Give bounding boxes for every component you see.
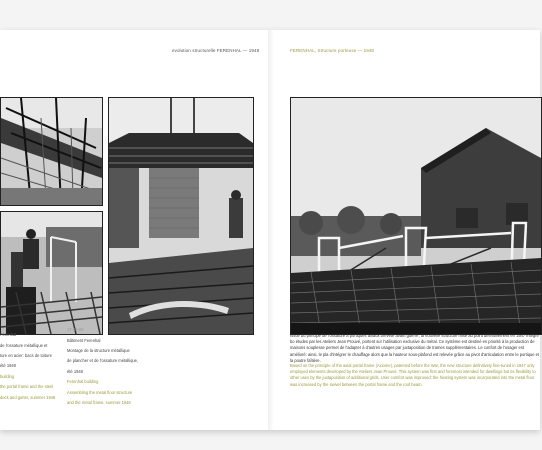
caption-left-en-line-3: deck and gutter, summer 1948 [0,394,56,400]
caption-left [0,327,60,405]
photo-metal-structure-deck [108,97,254,335]
body-text [290,333,540,393]
running-header-left: evolution structurelle FERENHAL — 1948 [172,48,260,53]
structure-icon [109,98,253,334]
running-header-right: FERENHAL, Structure porteuse — 1948 [290,48,375,53]
caption-left-en-line-2: the portal frame and the steel [0,384,54,390]
book-gutter [268,30,274,430]
body-paragraph-en: Based on the principle of the axial portal frame (Axiome), patented before the War, the new structure definitively fine-tuned in 1947 only employed elements developed by the Ateliers Jean Prouvé. This system was first and foremost intended for dwellings but its flexibility to other uses by the juxtaposition of additional grids. User comfort was improved: the heating system was incorporated into the metal floor was increased by the swivel between the portal frame and the roof beam. [290,363,536,387]
portal-frame-icon [291,98,541,334]
photo-roof-frame-assembly [0,97,103,206]
photo-portal-frames-building [290,97,542,335]
caption-middle [67,322,147,410]
caption-left-line-2: de l'ossature métallique et [0,342,48,348]
caption-middle-en-line-1: Ferenhal building [67,379,99,385]
caption-middle-en-line-3: and the metal frame, summer 1948 [67,400,131,406]
body-paragraph-fr: Issue du principe de l'ossature à portiques axiaux breveté avant guerre, la nouvelle structure mise au point définitivement en 1947 intègre bo études par les Ateliers Jean Prouvé, portent sur l'utilisation exclusive du métal. Ce système est destiné en priorité à la production de maisons souplesse permet de l'adapter à d'autres usages par juxtaposition de trames supplémentaires. Le confort de l'usager est amélioré: ainsi, le pla d'intégrer le chauffage alors que la hauteur sous-plafond est relevée grâce au pivot d'articulation entre le portique et la poutre faîtière. [290,333,540,363]
book-spread [0,30,540,430]
caption-middle-line-2: Montage de la structure métallique [67,348,130,354]
caption-left-en-line-1: building [0,373,15,379]
roof-frame-icon [1,98,102,205]
photo-workers-assembling [0,211,103,338]
caption-left-line-4: été 1948 [0,363,16,369]
workers-icon [1,212,102,334]
caption-middle-line-1: Bâtiment Ferenhal [67,337,101,343]
caption-middle-line-4: été 1948 [67,368,83,374]
caption-middle-line-3: de plancher et de l'ossature métallique, [67,358,139,364]
caption-left-line-3: ture en acier: bacs de toiture [0,353,52,359]
caption-middle-ref: 1T-96-09 [67,327,84,333]
caption-left-line-1: Ferenhal [0,332,17,338]
caption-middle-en-line-2: Assembling the metal floor structure [67,389,133,395]
